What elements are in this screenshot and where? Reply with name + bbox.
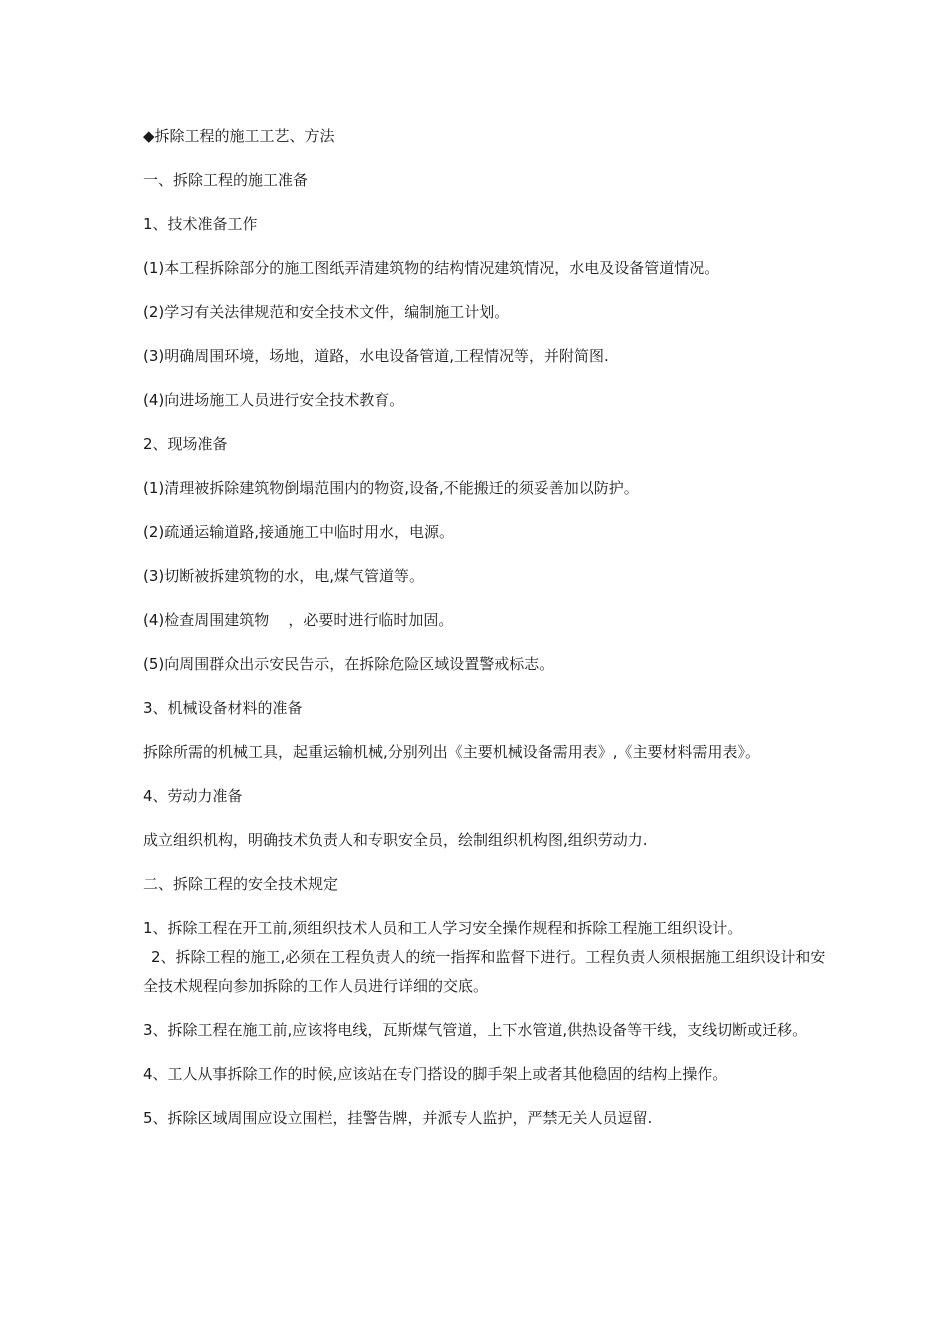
subsection-heading: 1、技术准备工作 [143, 215, 258, 233]
body-paragraph: 拆除所需的机械工具，起重运输机械,分别列出《主要机械设备需用表》,《主要材料需用表》。 [143, 743, 761, 761]
list-item: (1)清理被拆除建筑物倒塌范围内的物资,设备,不能搬迁的须妥善加以防护。 [143, 479, 639, 497]
list-item: (3)明确周围环境，场地，道路，水电设备管道,工程情况等，并附简图. [143, 347, 609, 365]
subsection-heading: 3、机械设备材料的准备 [143, 699, 303, 717]
list-item: 1、拆除工程在开工前,须组织技术人员和工人学习安全操作规程和拆除工程施工组织设计。 [143, 919, 743, 937]
chapter-heading: 二、拆除工程的安全技术规定 [143, 875, 339, 893]
list-item: (2)疏通运输道路,接通施工中临时用水，电源。 [143, 523, 455, 541]
section-heading: ◆拆除工程的施工工艺、方法 [143, 127, 335, 145]
subsection-heading: 2、现场准备 [143, 435, 228, 453]
list-item: (5)向周围群众出示安民告示，在拆除危险区域设置警戒标志。 [143, 655, 555, 673]
document-body [143, 122, 833, 1148]
list-item: (4)检查周围建筑物 ，必要时进行临时加固。 [143, 611, 454, 629]
chapter-heading: 一、拆除工程的施工准备 [143, 171, 309, 189]
list-item: (4)向进场施工人员进行安全技术教育。 [143, 391, 405, 409]
body-paragraph: 成立组织机构，明确技术负责人和专职安全员，绘制组织机构图,组织劳动力. [143, 831, 648, 849]
list-item: 4、工人从事拆除工作的时候,应该站在专门搭设的脚手架上或者其他稳固的结构上操作。 [143, 1065, 728, 1083]
list-item: (3)切断被拆建筑物的水，电,煤气管道等。 [143, 567, 425, 585]
list-item: 2、拆除工程的施工,必须在工程负责人的统一指挥和监督下进行。工程负责人须根据施工组织设计和安全技术规程向参加拆除的工作人员进行详细的交底。 [143, 948, 826, 995]
list-item: (1)本工程拆除部分的施工图纸弄清建筑物的结构情况建筑情况，水电及设备管道情况。 [143, 259, 720, 277]
list-item: 3、拆除工程在施工前,应该将电线，瓦斯煤气管道，上下水管道,供热设备等干线，支线切断或迁移。 [143, 1021, 808, 1039]
list-item: 5、拆除区域周围应设立围栏，挂警告牌，并派专人监护，严禁无关人员逗留. [143, 1109, 653, 1127]
subsection-heading: 4、劳动力准备 [143, 787, 243, 805]
list-item: (2)学习有关法律规范和安全技术文件，编制施工计划。 [143, 303, 510, 321]
